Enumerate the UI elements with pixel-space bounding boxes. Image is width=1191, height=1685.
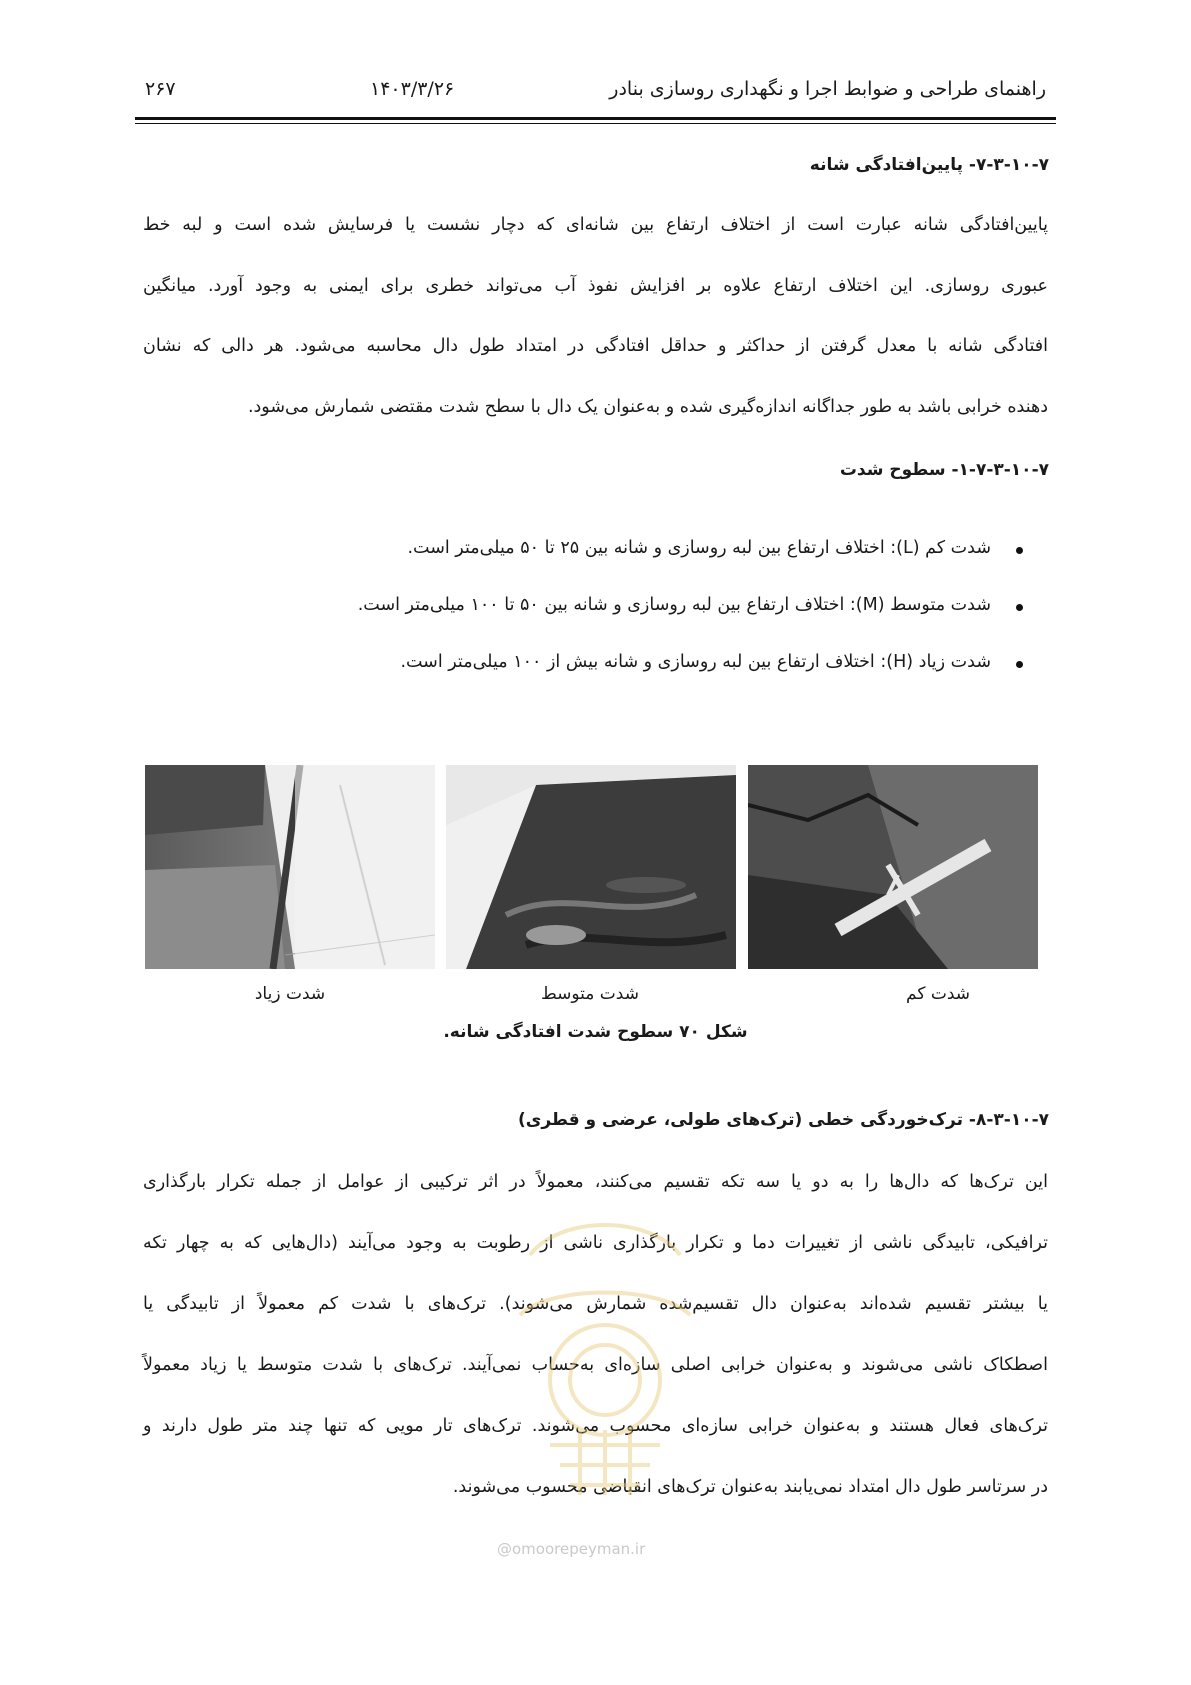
list-item — [400, 652, 991, 672]
bullet-icon — [1016, 604, 1023, 611]
list-item — [358, 595, 991, 615]
caption-low: شدت کم — [906, 984, 970, 1004]
header-rule-thick — [135, 117, 1056, 120]
page-header — [145, 78, 1046, 108]
list-item-text: شدت متوسط (M): اختلاف ارتفاع بین لبه روسازی و شانه بین ۵۰ تا ۱۰۰ میلی‌متر است. — [357, 595, 991, 615]
section-heading-linear-cracking: ۸-۳-۱۰-۷- ترک‌خوردگی خطی (ترک‌های طولی، عرضی و قطری) — [517, 1110, 1049, 1130]
section2-paragraph — [143, 1172, 1048, 1497]
photo-high-severity — [145, 765, 435, 969]
figure-caption: شکل ۷۰ سطوح شدت افتادگی شانه. — [443, 1022, 748, 1042]
paragraph-line: دهنده خرابی باشد به طور جداگانه اندازه‌گیری شده و به‌عنوان یک دال با سطح شدت مقتضی شمارش می‌شود. — [247, 397, 1048, 417]
watermark-text: @omoorepeyman.ir — [497, 1540, 646, 1558]
header-title: راهنمای طراحی و ضوابط اجرا و نگهداری روسازی بنادر — [609, 78, 1046, 100]
header-rule-thin — [135, 123, 1056, 124]
paragraph-line: ترک‌های فعال هستند و به‌عنوان خرابی سازه‌ای محسوب می‌شوند. ترک‌های تار مویی که تنها چند متر طول دارند و — [143, 1416, 1048, 1436]
paragraph-line: پایین‌افتادگی شانه عبارت است از اختلاف ارتفاع بین شانه‌ای که دچار نشست یا فرسایش شده است و لبه خط — [143, 215, 1048, 235]
bullet-icon — [1016, 661, 1023, 668]
bullet-icon — [1016, 547, 1023, 554]
photo-low-severity — [748, 765, 1038, 969]
section-heading-shoulder-drop: ۷-۳-۱۰-۷- پایین‌افتادگی شانه — [809, 155, 1049, 175]
paragraph-line: یا بیشتر تقسیم شده‌اند به‌عنوان دال تقسیم‌شده شمارش می‌شوند). ترک‌های با شدت کم معمولاً از تابیدگی یا — [143, 1294, 1048, 1314]
paragraph-line: این ترک‌ها که دال‌ها را به دو یا سه تکه تقسیم می‌کنند، معمولاً در اثر ترکیبی از عوامل از جمله تکرار بارگذاری — [143, 1172, 1048, 1192]
page-number: ۲۶۷ — [145, 78, 176, 100]
subsection-heading-severity: ۱-۷-۳-۱۰-۷- سطوح شدت — [839, 460, 1049, 480]
photo-medium-severity — [446, 765, 736, 969]
paragraph-line: عبوری روسازی. این اختلاف ارتفاع علاوه بر افزایش نفوذ آب می‌تواند خطری برای ایمنی به وجود آورد. میانگین — [143, 276, 1048, 296]
paragraph-line: افتادگی شانه با معدل گرفتن از حداکثر و حداقل افتادگی در امتداد طول دال محاسبه می‌شود. هر دالی که نشان — [143, 336, 1048, 356]
paragraph-line: در سرتاسر طول دال امتداد نمی‌یابند به‌عنوان ترک‌های انقباضی محسوب می‌شوند. — [452, 1477, 1048, 1497]
paragraph-line: اصطکاک ناشی می‌شوند و به‌عنوان خرابی اصلی سازه‌ای به‌حساب نمی‌آیند. ترک‌های با شدت متوسط یا زیاد معمولاً — [143, 1355, 1048, 1375]
section1-paragraph — [143, 215, 1048, 415]
list-item — [407, 538, 991, 558]
list-item-text: شدت زیاد (H): اختلاف ارتفاع بین لبه روسازی و شانه بیش از ۱۰۰ میلی‌متر است. — [400, 652, 991, 672]
caption-high: شدت زیاد — [254, 984, 326, 1004]
paragraph-line: ترافیکی، تابیدگی ناشی از تغییرات دما و تکرار بارگذاری ناشی از رطوبت به وجود می‌آیند (دال‌هایی که به چهار تکه — [143, 1233, 1048, 1253]
list-item-text: شدت کم (L): اختلاف ارتفاع بین لبه روسازی و شانه بین ۲۵ تا ۵۰ میلی‌متر است. — [407, 538, 991, 558]
caption-medium: شدت متوسط — [541, 984, 639, 1004]
header-date: ۱۴۰۳/۳/۲۶ — [370, 78, 455, 100]
